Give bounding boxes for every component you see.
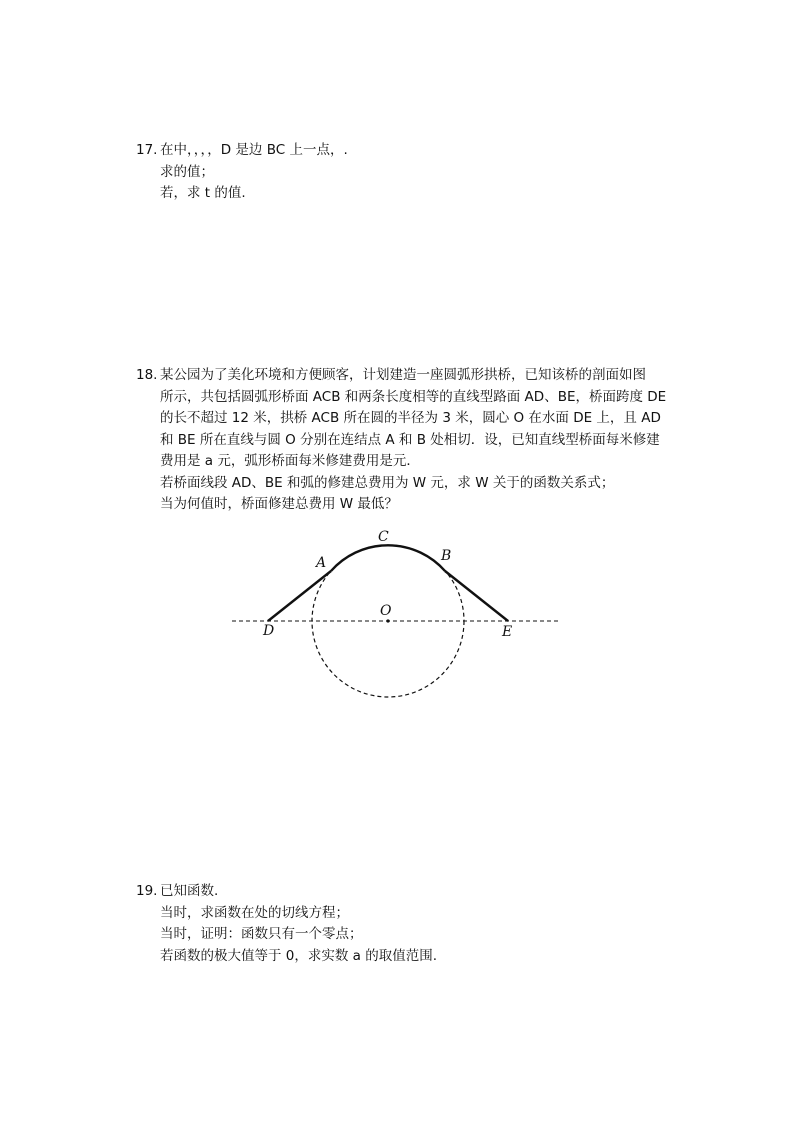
subquestion-1: 求的值； [160,163,214,180]
road-ad [268,571,331,621]
problem-18 [136,365,676,516]
problem-body [160,881,676,967]
problem-17 [136,140,676,205]
subquestion-2: 当为何值时，桥面修建总费用 W 最低？ [160,496,398,512]
problem-stem-line: 和 BE 所在直线与圆 O 分别在连结点 A 和 B 处相切．设，已知直线型桥面每米修建 [160,431,660,448]
problem-19 [136,881,676,967]
label-b: B [441,548,452,564]
problem-stem-line: 某公园为了美化环境和方便顾客，计划建造一座圆弧形拱桥，已知该桥的剖面如图 [160,367,646,383]
problem-stem-line: 费用是 a 元，弧形桥面每米修建费用是元． [160,453,420,469]
subquestion-2: 当时，证明：函数只有一个零点； [160,926,363,942]
road-be [445,571,508,621]
subquestion-3: 若函数的极大值等于 0，求实数 a 的取值范围. [160,947,438,964]
subquestion-1: 当时，求函数在处的切线方程； [160,904,349,921]
subquestion-1: 若桥面线段 AD、BE 和弧的修建总费用为 W 元，求 W 关于的函数关系式； [160,474,615,491]
problem-stem: 已知函数. [160,883,219,899]
label-a: A [316,555,327,571]
label-e: E [502,624,513,640]
bridge-diagram [226,522,566,702]
problem-stem-line: 的长不超过 12 米，拱桥 ACB 所在圆的半径为 3 米，圆心 O 在水面 DE 上，且 AD [160,410,661,426]
problem-number: 18. [136,367,158,383]
label-c: C [378,529,389,545]
subquestion-2: 若，求 t 的值. [160,185,246,201]
label-o: O [380,603,392,619]
problem-body [160,140,676,205]
label-d: D [263,623,275,639]
problem-number: 19. [136,883,158,899]
center-point [386,619,389,622]
problem-stem-line: 所示，共包括圆弧形桥面 ACB 和两条长度相等的直线型路面 AD、BE，桥面跨度 DE [160,388,667,405]
arc-acb [331,545,445,571]
problem-body [160,365,676,516]
problem-number: 17. [136,142,158,158]
problem-stem: 在中，，，，D 是边 BC 上一点，. [160,142,348,158]
